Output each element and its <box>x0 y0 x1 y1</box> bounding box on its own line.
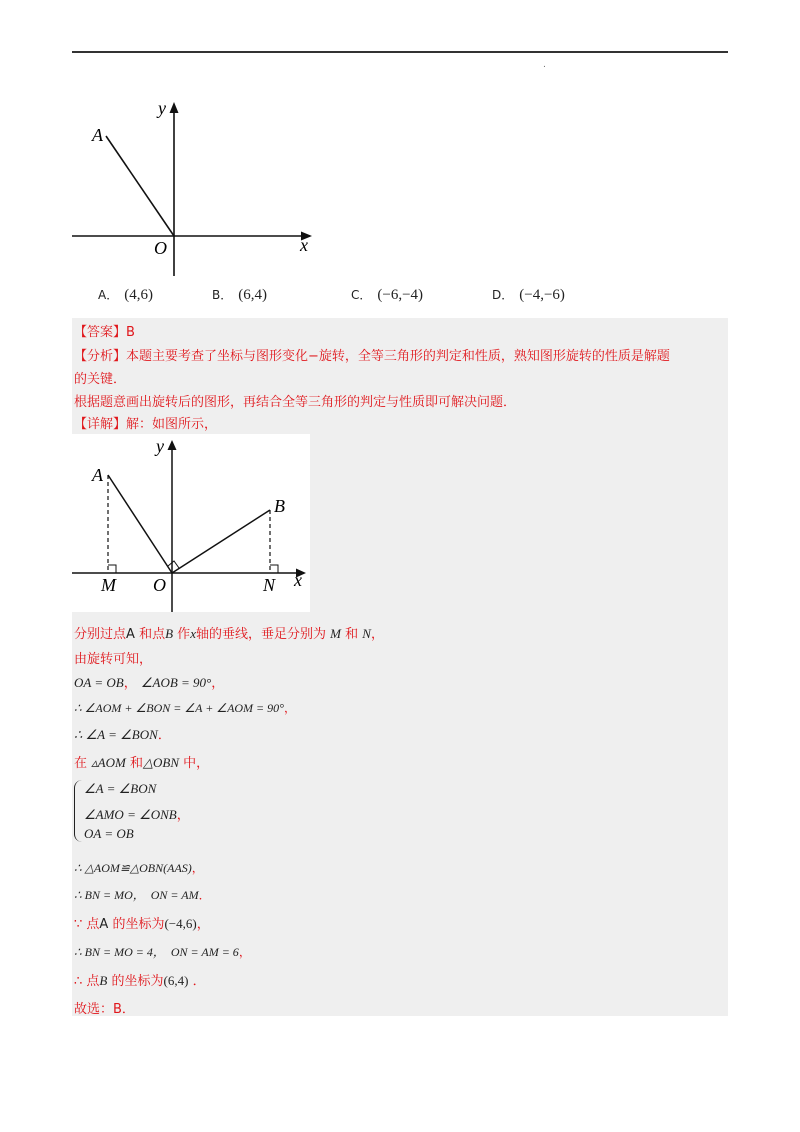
label-x: x <box>294 570 302 590</box>
step1-point-b: B <box>165 626 174 641</box>
option-b[interactable] <box>212 286 267 304</box>
step-angle-equal <box>74 724 171 743</box>
step5-math: ∴ ∠A = ∠BON <box>74 727 158 742</box>
option-a-value: (4,6) <box>124 287 153 303</box>
step-lengths <box>74 943 251 960</box>
system-eq-2: ∠AMO = ∠ONB <box>84 807 177 822</box>
step10-end: ， <box>238 945 251 959</box>
step5-end: ． <box>157 728 171 743</box>
option-d[interactable] <box>492 286 565 304</box>
label-n: N <box>263 575 276 595</box>
step1-text-a: 分别过点 <box>74 627 127 642</box>
step11-value: (6,4) <box>163 973 189 988</box>
step-point-b-coord <box>74 970 206 989</box>
step6-triangle-1: ▵AOM <box>91 755 126 770</box>
system-line-2 <box>84 804 190 823</box>
step10-math: ∴ BN = MO = 4， ON = AM = 6 <box>74 945 239 959</box>
final-text: 故选： <box>74 1002 114 1017</box>
header-dot: . <box>543 60 546 70</box>
option-d-letter: D． <box>492 288 514 302</box>
step4-math: ∴ ∠AOM + ∠BON = ∠A + ∠AOM = 90° <box>74 701 284 715</box>
right-angle-n <box>270 565 278 573</box>
step6-text-c: 中， <box>183 756 210 771</box>
step8-math: ∴ BN = MO， ON = AM <box>74 888 199 902</box>
step-perpendiculars <box>74 623 384 642</box>
step9-text-a: ∵ 点 <box>74 917 100 932</box>
step11-point-b: B <box>99 973 108 988</box>
option-b-letter: B． <box>212 288 233 302</box>
step11-text-a: ∴ 点 <box>74 974 100 989</box>
step3-sep: ， <box>123 676 137 691</box>
step9-point-a: A <box>99 917 109 932</box>
step-rotation: 由旋转可知， <box>74 652 153 667</box>
label-b: B <box>274 496 285 516</box>
analysis-text-1: 本题主要考查了坐标与图形变化−旋转，全等三角形的判定和性质，熟知图形旋转的性质是解题 <box>126 349 670 364</box>
option-a-letter: A． <box>98 288 119 302</box>
step11-text-b: 的坐标为 <box>111 974 164 989</box>
analysis-line-1 <box>74 345 670 364</box>
label-a: A <box>92 465 103 485</box>
step1-text-c: 作 <box>177 627 191 642</box>
detail-line <box>74 413 217 432</box>
label-o: O <box>154 238 167 258</box>
step-triangles <box>74 752 209 771</box>
option-c-letter: C． <box>351 288 372 302</box>
step1-point-m: M <box>330 626 341 641</box>
answer-tag: 【答案】 <box>74 325 127 340</box>
label-m: M <box>101 575 116 595</box>
step1-text-b: 和点 <box>139 627 166 642</box>
step-angle-sum <box>74 699 296 716</box>
answer-value: B <box>126 325 135 340</box>
label-y: y <box>156 436 164 456</box>
option-d-value: (−4,−6) <box>519 287 565 303</box>
step9-end: ， <box>196 917 210 932</box>
step6-triangle-2: △OBN <box>143 755 179 770</box>
option-a[interactable] <box>98 286 153 304</box>
y-axis-arrow <box>168 440 177 450</box>
analysis-line-2: 的关键． <box>74 372 127 387</box>
label-a: A <box>92 125 103 145</box>
analysis-line-3: 根据题意画出旋转后的图形，再结合全等三角形的判定与性质即可解决问题． <box>74 395 517 410</box>
step7-end: ， <box>191 861 204 875</box>
segment-ob <box>172 510 270 573</box>
right-angle-m <box>108 565 116 573</box>
step1-text-f: ， <box>370 627 384 642</box>
top-rule <box>72 51 728 53</box>
step9-text-b: 的坐标为 <box>112 917 165 932</box>
step3-math-1: OA = OB <box>74 675 124 690</box>
step-corresponding <box>74 886 211 903</box>
step8-end: ． <box>198 888 211 902</box>
segment-oa <box>106 136 174 236</box>
step9-value: (−4,6) <box>164 916 197 931</box>
system-eq-2-end: ， <box>176 808 190 823</box>
step1-point-a: A <box>126 627 135 642</box>
system-eq-3: OA = OB <box>84 826 134 841</box>
detail-tag: 【详解】 <box>74 417 127 432</box>
detail-text: 解：如图所示， <box>126 417 218 432</box>
step3-math-2: ∠AOB = 90° <box>140 675 212 690</box>
step3-end: ， <box>211 676 225 691</box>
solution-figure <box>72 434 310 612</box>
answer-options <box>0 286 800 308</box>
step-oa-ob <box>74 672 224 691</box>
step7-math: ∴ △AOM≌△OBN(AAS) <box>74 861 192 875</box>
final-choice <box>74 998 135 1017</box>
step4-end: ， <box>283 701 296 715</box>
right-angle-o <box>168 561 179 568</box>
system-eq-1: ∠A = ∠BON <box>84 781 157 796</box>
option-c-value: (−6,−4) <box>377 287 424 303</box>
step6-text-b: 和 <box>129 756 143 771</box>
step-point-a-coord <box>74 913 210 932</box>
segment-oa <box>108 475 172 573</box>
system-line-1 <box>84 781 156 797</box>
y-axis-arrow <box>170 102 179 113</box>
step1-text-e: 和 <box>345 627 359 642</box>
option-c[interactable] <box>351 286 423 304</box>
system-line-3 <box>84 826 134 842</box>
final-answer: B． <box>113 1002 135 1017</box>
analysis-tag: 【分析】 <box>74 349 127 364</box>
question-figure <box>72 96 322 281</box>
step-congruent <box>74 859 204 876</box>
step1-point-n: N <box>362 626 371 641</box>
option-b-value: (6,4) <box>238 287 267 303</box>
step1-axis-x: x <box>190 626 196 641</box>
step1-text-d: 轴的垂线，垂足分别为 <box>195 627 326 642</box>
step11-end: ． <box>192 974 206 989</box>
system-brace <box>74 780 83 842</box>
label-x: x <box>300 235 308 255</box>
label-o: O <box>153 575 166 595</box>
answer-line <box>74 321 135 340</box>
step6-text-a: 在 <box>74 756 88 771</box>
label-y: y <box>158 98 166 118</box>
